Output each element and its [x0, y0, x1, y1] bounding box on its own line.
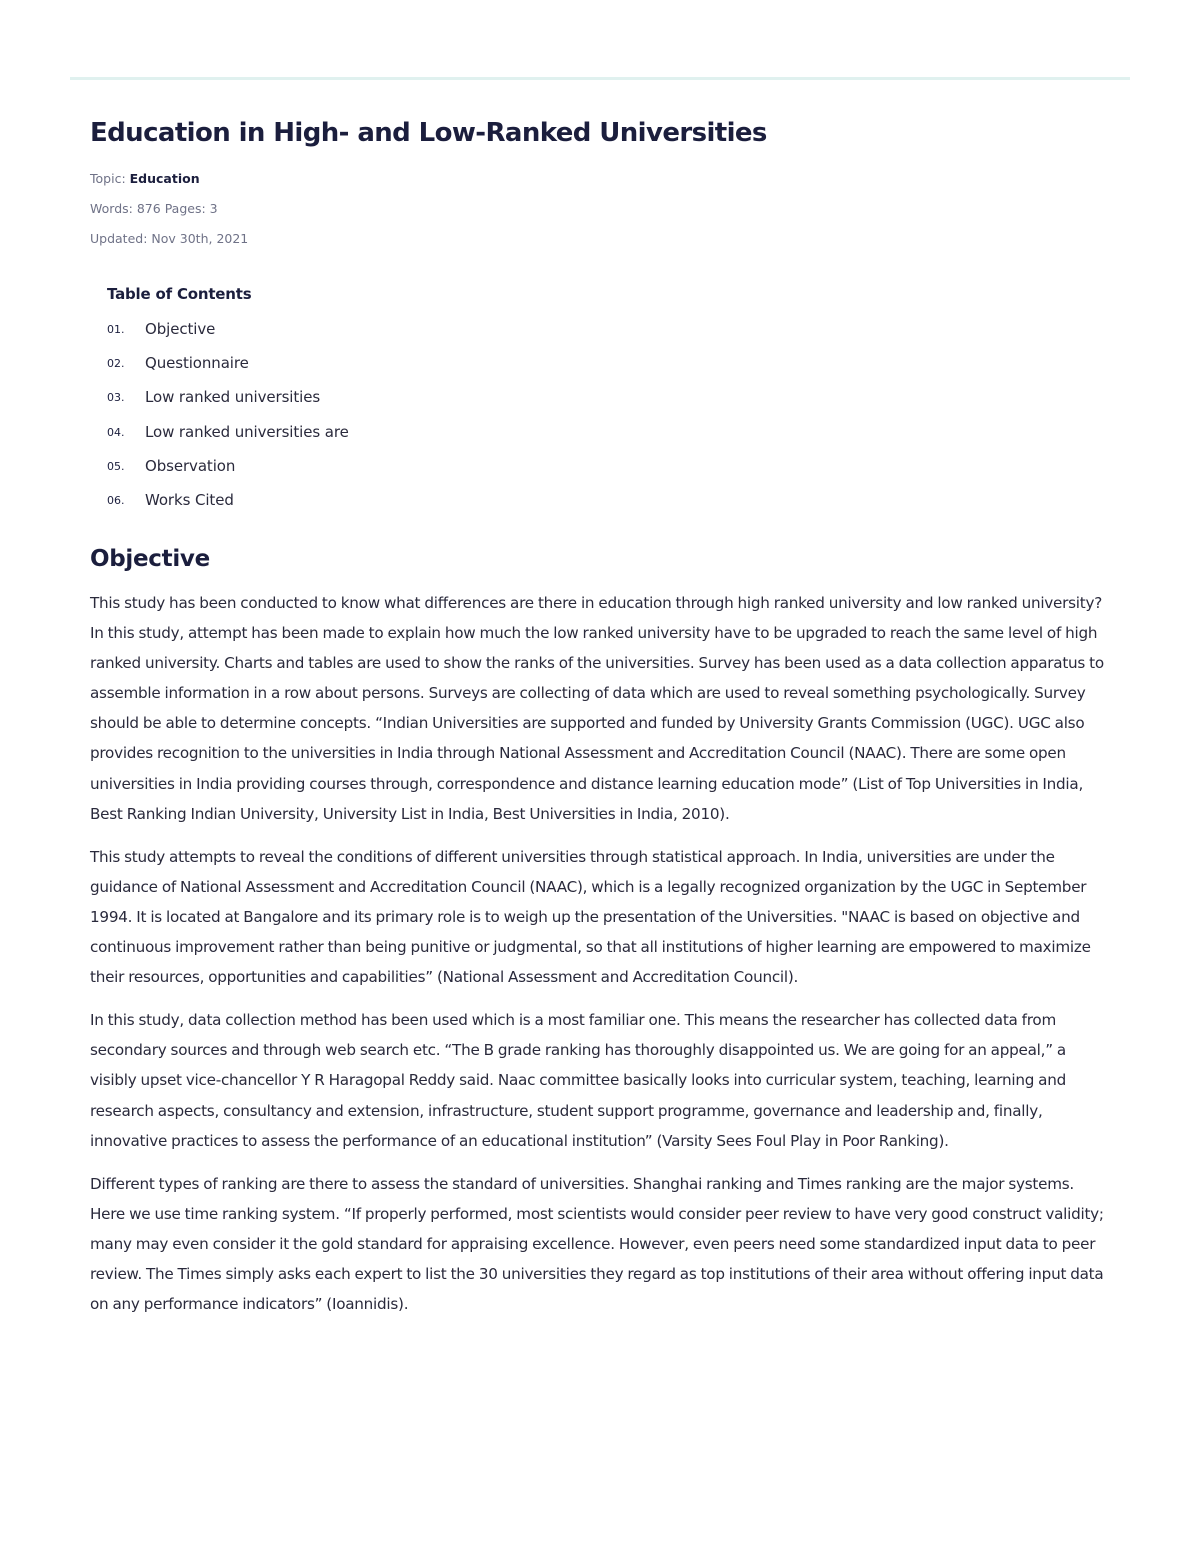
toc-item-number: 02. [107, 357, 125, 371]
topic-label: Topic: [90, 171, 126, 186]
toc-item-questionnaire[interactable] [107, 354, 349, 388]
body-paragraph: This study has been conducted to know what differences are there in education through high ranked university and low ranked university? In this study, attempt has been made to explain how much the low ranked university have to be upgraded to reach the same level of high ranked university. Charts and tables are used to show the ranks of the universities. Survey has been used as a data collection apparatus to assemble information in a row about persons. Surveys are collecting of data which are used to reveal something psychologically. Survey should be able to determine concepts. “Indian Universities are supported and funded by University Grants Commission (UGC). UGC also provides recognition to the universities in India through National Assessment and Accreditation Council (NAAC). There are some open universities in India providing courses through, correspondence and distance learning education mode” (List of Top Universities in India, Best Ranking Indian University, University List in India, Best Universities in India, 2010). [90, 594, 1104, 823]
meta-words-pages [90, 201, 218, 216]
topic-value[interactable]: Education [129, 171, 200, 186]
toc-item-number: 03. [107, 391, 125, 405]
toc-item-label[interactable]: Low ranked universities [145, 388, 321, 407]
pages-label: Pages: [164, 201, 206, 216]
body-paragraph: In this study, data collection method has been used which is a most familiar one. This means the researcher has collected data from secondary sources and through web search etc. “The B grade ranking has thoroughly disappointed us. We are going for an appeal,” a visibly upset vice-chancellor Y R Haragopal Reddy said. Naac committee basically looks into curricular system, teaching, learning and research aspects, consultancy and extension, infrastructure, student support programme, governance and leadership and, finally, innovative practices to assess the performance of an educational institution” (Varsity Sees Foul Play in Poor Ranking). [90, 1011, 1067, 1150]
section-heading-objective: Objective [90, 546, 210, 572]
toc-item-label[interactable]: Questionnaire [145, 354, 249, 373]
toc-item-label[interactable]: Observation [145, 456, 236, 475]
toc-item-number: 01. [107, 323, 125, 336]
toc-item-objective[interactable] [107, 320, 349, 354]
meta-updated [90, 231, 248, 246]
toc-item-label[interactable]: Low ranked universities are [145, 422, 349, 441]
toc-title: Table of Contents [107, 285, 252, 303]
updated-value: Nov 30th, 2021 [151, 231, 249, 246]
toc-list [107, 320, 349, 525]
toc-item-number: 06. [107, 493, 125, 507]
toc-item-label[interactable]: Objective [145, 320, 216, 338]
body-paragraph: Different types of ranking are there to assess the standard of universities. Shanghai ranking and Times ranking are the major systems. Here we use time ranking system. “If properly performed, most scientists would consider peer review to have very good construct validity; many may even consider it the gold standard for appraising excellence. However, even peers need some standardized input data to peer review. The Times simply asks each expert to list the 30 universities they regard as top institutions of their area without offering input data on any performance indicators” (Ioannidis). [90, 1174, 1104, 1314]
toc-item-works-cited[interactable] [107, 491, 349, 525]
body-paragraph: This study attempts to reveal the conditions of different universities through statistical approach. In India, universities are under the guidance of National Assessment and Accreditation Council (NAAC), which is a legally recognized organization by the UGC in September 1994. It is located at Bangalore and its primary role is to weigh up the presentation of the Universities. "NAAC is based on objective and continuous improvement rather than being punitive or judgmental, so that all institutions of higher learning are empowered to maximize their resources, opportunities and capabilities” (National Assessment and Accreditation Council). [90, 847, 1091, 987]
section-body [90, 588, 1110, 1332]
table-of-contents [107, 285, 349, 525]
updated-label: Updated: [90, 231, 148, 246]
toc-item-low-ranked-universities-are[interactable] [107, 423, 349, 457]
top-divider [70, 77, 1130, 80]
words-value: 876 [136, 201, 161, 216]
toc-item-number: 04. [107, 425, 125, 439]
toc-item-number: 05. [107, 459, 125, 473]
toc-item-observation[interactable] [107, 457, 349, 491]
pages-value: 3 [209, 201, 218, 216]
meta-topic [90, 171, 200, 186]
words-label: Words: [90, 201, 133, 216]
toc-item-low-ranked-universities[interactable] [107, 388, 349, 422]
toc-item-label[interactable]: Works Cited [145, 490, 234, 509]
page-title: Education in High- and Low-Ranked Universities [90, 118, 767, 148]
